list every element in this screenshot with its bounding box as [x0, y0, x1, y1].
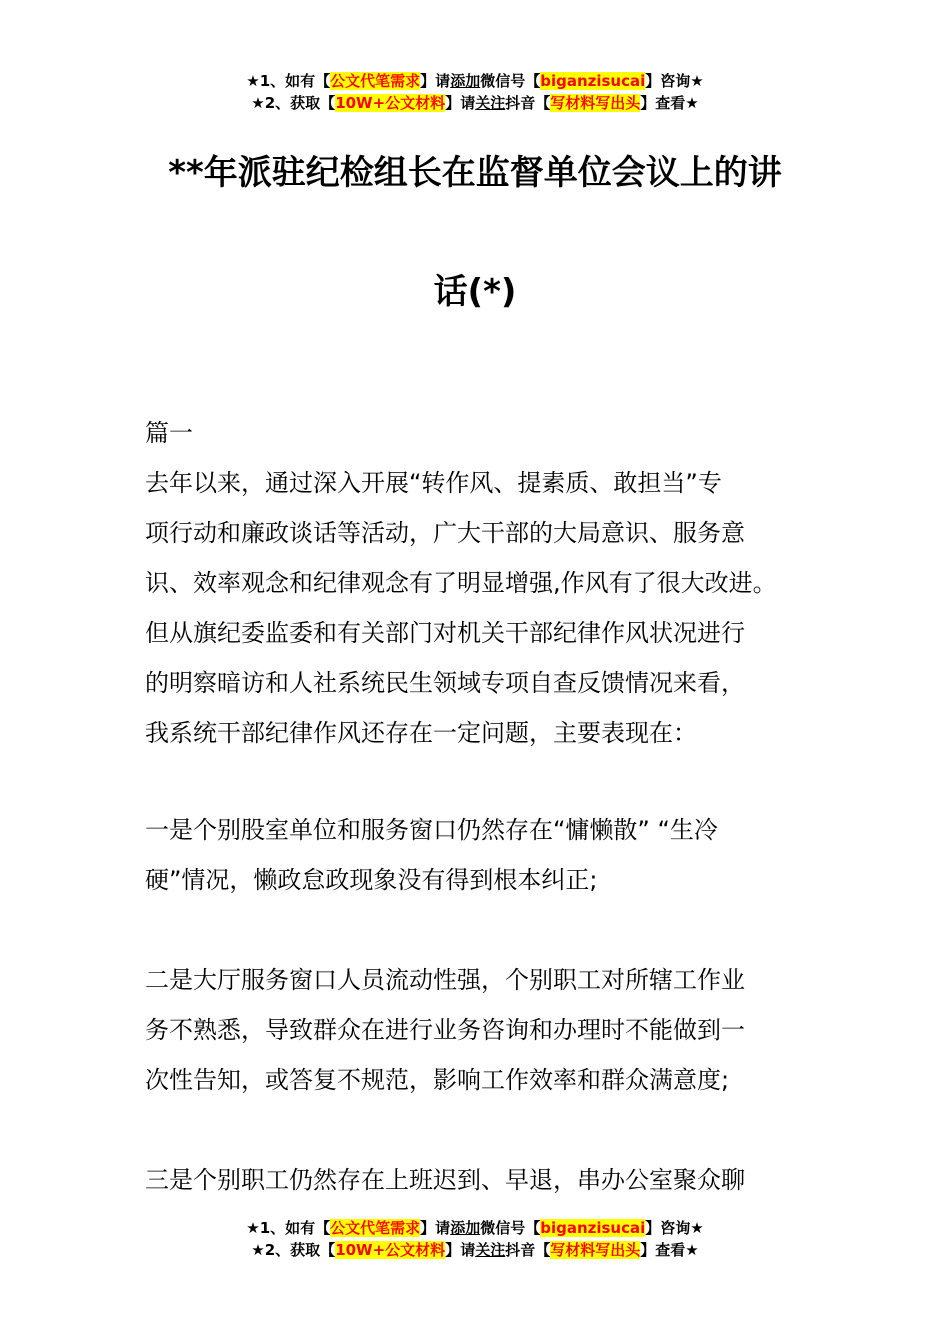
paragraph-line: 识、效率观念和纪律观念有了明显增强,作风有了很大改进。 — [145, 569, 777, 597]
banner-text: 微信号【 — [480, 1219, 541, 1237]
banner-highlight: 写材料写出头 — [550, 94, 641, 112]
banner-underline: 添加 — [450, 1219, 481, 1237]
document-title-line-2: 话(*) — [433, 272, 517, 312]
banner-line-1 — [0, 70, 950, 92]
paragraph-line: 次性告知，或答复不规范，影响工作效率和群众满意度; — [145, 1066, 730, 1094]
banner-text: ★1、如有【 — [246, 72, 331, 90]
bottom-banner — [0, 1217, 950, 1261]
banner-text: ★2、获取【 — [251, 1241, 336, 1259]
banner-underline: 关注 — [475, 94, 506, 112]
banner-highlight: 写材料写出头 — [550, 1241, 641, 1259]
banner-text: 】查看★ — [640, 94, 699, 112]
paragraph-line: 我系统干部纪律作风还存在一定问题，主要表现在： — [145, 719, 697, 747]
paragraph-line: 务不熟悉，导致群众在进行业务咨询和办理时不能做到一 — [145, 1016, 745, 1044]
banner-text: 】请 — [420, 72, 451, 90]
paragraph-line: 但从旗纪委监委和有关部门对机关干部纪律作风状况进行 — [145, 619, 745, 647]
intro-paragraph — [145, 408, 835, 758]
paragraph-line: 三是个别职工仍然存在上班迟到、早退，串办公室聚众聊 — [145, 1166, 745, 1194]
banner-line-2 — [0, 1239, 950, 1261]
section-label: 篇一 — [145, 419, 193, 447]
point-2-paragraph — [145, 955, 835, 1105]
paragraph-line: 去年以来，通过深入开展“转作风、提素质、敢担当”专 — [145, 469, 722, 497]
banner-highlight: 公文代笔需求 — [330, 1219, 421, 1237]
paragraph-line: 一是个别股室单位和服务窗口仍然存在“慵懒散” “生冷 — [145, 816, 718, 844]
point-3-paragraph — [145, 1155, 835, 1205]
banner-text: 】请 — [445, 1241, 476, 1259]
banner-highlight: 10W+公文材料 — [335, 1241, 446, 1259]
banner-highlight: biganzisucai — [540, 1219, 646, 1237]
banner-text: 抖音【 — [505, 94, 551, 112]
banner-line-1 — [0, 1217, 950, 1239]
banner-text: 】咨询★ — [645, 1219, 704, 1237]
banner-text: 微信号【 — [480, 72, 541, 90]
paragraph-line: 的明察暗访和人社系统民生领域专项自查反馈情况来看， — [145, 669, 745, 697]
banner-line-2 — [0, 92, 950, 114]
banner-underline: 关注 — [475, 1241, 506, 1259]
banner-text: 】查看★ — [640, 1241, 699, 1259]
banner-text: 】请 — [445, 94, 476, 112]
banner-text: ★2、获取【 — [251, 94, 336, 112]
banner-text: 】请 — [420, 1219, 451, 1237]
document-title-line-1: **年派驻纪检组长在监督单位会议上的讲 — [168, 153, 782, 193]
banner-text: 抖音【 — [505, 1241, 551, 1259]
paragraph-line: 二是大厅服务窗口人员流动性强，个别职工对所辖工作业 — [145, 966, 745, 994]
point-1-paragraph — [145, 805, 835, 905]
banner-highlight: 公文代笔需求 — [330, 72, 421, 90]
banner-highlight: biganzisucai — [540, 72, 646, 90]
top-banner — [0, 70, 950, 114]
paragraph-line: 硬”情况，懒政怠政现象没有得到根本纠正; — [145, 866, 598, 894]
banner-text: 】咨询★ — [645, 72, 704, 90]
paragraph-line: 项行动和廉政谈话等活动，广大干部的大局意识、服务意 — [145, 519, 745, 547]
banner-underline: 添加 — [450, 72, 481, 90]
banner-text: ★1、如有【 — [246, 1219, 331, 1237]
banner-highlight: 10W+公文材料 — [335, 94, 446, 112]
